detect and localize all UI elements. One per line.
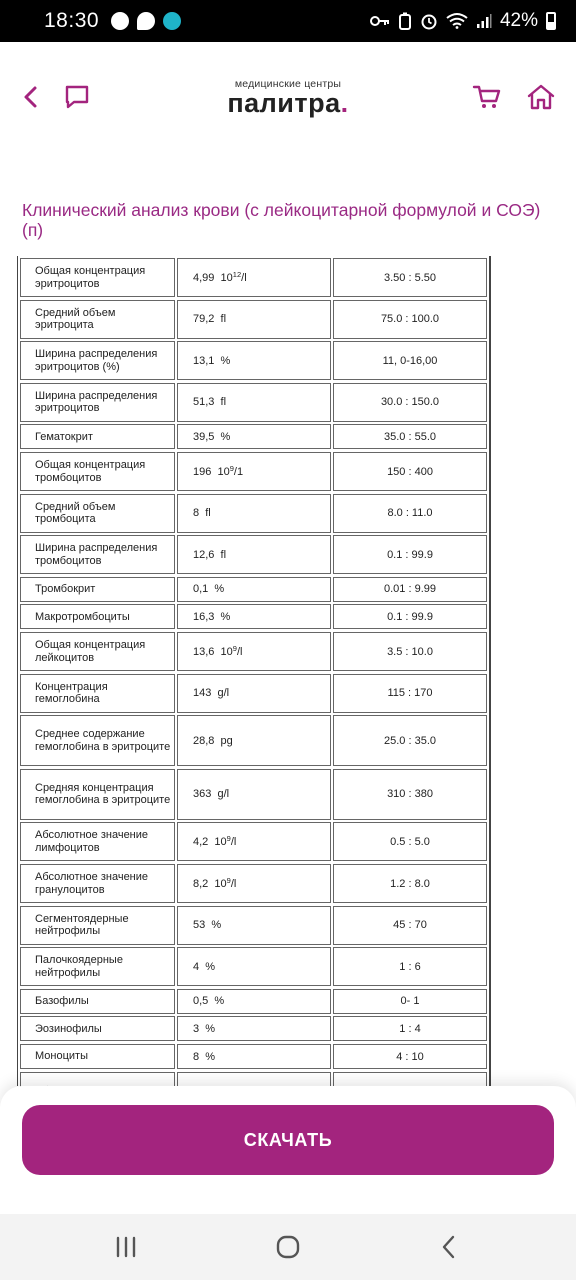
test-value-cell xyxy=(177,577,331,602)
logo-subtitle: медицинские центры xyxy=(234,78,342,90)
page-title: Клинический анализ крови (с лейкоцитарной формулой и СОЭ) (п) xyxy=(22,200,541,240)
reference-range-cell: 0.01 : 9.99 xyxy=(333,577,487,602)
test-value-cell xyxy=(177,715,331,766)
reference-range-cell: 115 : 170 xyxy=(333,674,487,713)
test-name-cell: Средний объем тромбоцита xyxy=(20,494,175,533)
test-value-cell xyxy=(177,989,331,1014)
chevron-left-icon xyxy=(21,85,41,109)
table-row xyxy=(18,947,492,986)
table-row xyxy=(18,383,492,422)
test-value: 8 xyxy=(193,1050,200,1063)
reference-range-cell: 1.2 : 8.0 xyxy=(333,864,487,903)
home-icon xyxy=(526,83,556,111)
status-time: 18:30 xyxy=(44,9,100,32)
chat-icon xyxy=(137,12,155,30)
table-row xyxy=(18,535,492,574)
reference-range-cell: 8.0 : 11.0 xyxy=(333,494,487,533)
bottom-sheet xyxy=(0,1086,576,1214)
wifi-icon xyxy=(446,13,468,29)
test-value-cell xyxy=(177,1044,331,1069)
table-row xyxy=(18,1044,492,1069)
test-name-cell: Макротромбоциты xyxy=(20,604,175,629)
table-row xyxy=(18,577,492,602)
test-name-cell: Средний объем эритроцита xyxy=(20,300,175,339)
reference-range-cell: 0.5 : 5.0 xyxy=(333,822,487,861)
system-nav-bar xyxy=(0,1214,576,1280)
test-value-cell xyxy=(177,604,331,629)
table-row xyxy=(18,1016,492,1041)
reference-range-cell: 310 : 380 xyxy=(333,769,487,820)
test-value-cell xyxy=(177,424,331,449)
test-value-cell xyxy=(177,906,331,945)
test-name-cell: Среднее содержание гемоглобина в эритроците xyxy=(20,715,175,766)
table-row xyxy=(18,822,492,861)
test-value: 28,8 xyxy=(193,734,215,747)
test-name-cell: Абсолютное значение гранулоцитов xyxy=(20,864,175,903)
alarm-icon xyxy=(420,12,438,30)
test-unit: % xyxy=(214,995,225,1008)
test-value-cell xyxy=(177,383,331,422)
test-unit: 10 xyxy=(214,877,227,890)
test-name-cell: Ширина распределения тромбоцитов xyxy=(20,535,175,574)
test-unit: fl xyxy=(220,396,227,409)
reference-range-cell: 11, 0-16,00 xyxy=(333,341,487,380)
test-value: 12,6 xyxy=(193,548,215,561)
test-value: 3 xyxy=(193,1022,200,1035)
reference-range-cell: 1 : 6 xyxy=(333,947,487,986)
test-unit: % xyxy=(205,1022,216,1035)
system-icons xyxy=(370,10,556,32)
table-row xyxy=(18,452,492,491)
system-back-button[interactable] xyxy=(434,1232,464,1262)
table-row xyxy=(18,864,492,903)
test-value: 53 xyxy=(193,919,206,932)
test-unit: fl xyxy=(220,548,227,561)
notification-icons xyxy=(111,12,181,30)
battery-level: 42% xyxy=(499,10,538,31)
test-unit: g/l xyxy=(217,788,230,801)
test-unit: fl xyxy=(220,313,227,326)
recent-apps-icon xyxy=(114,1236,138,1258)
chat-bubble-icon xyxy=(63,83,91,111)
test-unit: 10 xyxy=(220,271,233,284)
brand-logo xyxy=(200,78,376,116)
test-unit: % xyxy=(220,354,231,367)
reference-range-cell: 1 : 4 xyxy=(333,1016,487,1041)
test-unit-exponent: 9 xyxy=(226,834,231,844)
status-bar xyxy=(0,0,576,42)
home-circle-icon xyxy=(275,1234,301,1260)
test-unit-suffix: /l xyxy=(241,271,247,284)
test-name-cell: Ширина распределения эритроцитов xyxy=(20,383,175,422)
reference-range-cell: 3.50 : 5.50 xyxy=(333,258,487,297)
test-unit: % xyxy=(214,583,225,596)
reference-range-cell: 30.0 : 150.0 xyxy=(333,383,487,422)
test-value-cell xyxy=(177,632,331,671)
logo-title: палитра. xyxy=(227,88,349,118)
test-value: 363 xyxy=(193,788,212,801)
test-name-cell: Ширина распределения эритроцитов (%) xyxy=(20,341,175,380)
table-row xyxy=(18,906,492,945)
test-value-cell xyxy=(177,769,331,820)
test-unit-exponent: 12 xyxy=(232,270,242,279)
test-unit: g/l xyxy=(217,687,230,700)
table-row xyxy=(18,494,492,533)
test-name-cell: Общая концентрация эритроцитов xyxy=(20,258,175,297)
test-value-cell xyxy=(177,947,331,986)
test-unit: 10 xyxy=(214,835,227,848)
logo-accent-dot: . xyxy=(340,88,349,118)
recent-apps-button[interactable] xyxy=(111,1232,141,1262)
reference-range-cell: 4 : 10 xyxy=(333,1044,487,1069)
test-name-cell: Тромбокрит xyxy=(20,577,175,602)
reference-range-cell: 0.1 : 99.9 xyxy=(333,535,487,574)
test-value-cell xyxy=(177,494,331,533)
test-value: 143 xyxy=(193,687,212,700)
reference-range-cell: 75.0 : 100.0 xyxy=(333,300,487,339)
test-value-cell xyxy=(177,864,331,903)
test-unit-exponent: 9 xyxy=(226,876,231,885)
test-value: 39,5 xyxy=(193,430,215,443)
signal-icon xyxy=(476,13,492,29)
test-value-cell xyxy=(177,258,331,297)
battery-icon xyxy=(546,12,556,30)
chat-button[interactable] xyxy=(60,80,94,114)
test-unit: 10 xyxy=(220,645,233,658)
test-value: 0,1 xyxy=(193,583,209,596)
test-name-cell: Абсолютное значение лимфоцитов xyxy=(20,822,175,861)
reference-range-cell: 25.0 : 35.0 xyxy=(333,715,487,766)
test-name-cell: Базофилы xyxy=(20,989,175,1014)
test-value: 8,2 xyxy=(193,877,209,890)
test-name-cell: Концентрация гемоглобина xyxy=(20,674,175,713)
test-value: 4 xyxy=(193,960,200,973)
reference-range-cell: 3.5 : 10.0 xyxy=(333,632,487,671)
home-button[interactable] xyxy=(524,80,558,114)
system-home-button[interactable] xyxy=(273,1232,303,1262)
reference-range-cell: 45 : 70 xyxy=(333,906,487,945)
test-value: 13,6 xyxy=(193,645,215,658)
test-unit: 10 xyxy=(217,465,230,478)
results-table[interactable] xyxy=(17,256,491,1086)
test-name-cell: Средняя концентрация гемоглобина в эритроците xyxy=(20,769,175,820)
table-row xyxy=(18,715,492,766)
test-value-cell xyxy=(177,341,331,380)
test-unit: fl xyxy=(205,507,211,520)
cart-button[interactable] xyxy=(470,80,504,114)
test-value-cell xyxy=(177,535,331,574)
table-row xyxy=(18,989,492,1014)
download-button[interactable]: СКАЧАТЬ xyxy=(22,1105,554,1175)
test-unit: % xyxy=(220,430,231,443)
table-row xyxy=(18,632,492,671)
key-icon xyxy=(370,13,390,29)
table-row xyxy=(18,769,492,820)
test-value-cell xyxy=(177,674,331,713)
test-unit-suffix: /l xyxy=(230,877,237,890)
test-value: 79,2 xyxy=(193,313,215,326)
table-row xyxy=(18,424,492,449)
test-value: 8 xyxy=(193,507,200,520)
test-value-cell xyxy=(177,452,331,491)
test-value-cell xyxy=(177,822,331,861)
table-row xyxy=(18,674,492,713)
test-unit: % xyxy=(205,1050,216,1063)
test-unit-suffix: /l xyxy=(230,835,237,848)
test-value: 16,3 xyxy=(193,610,215,623)
reference-range-cell: 35.0 : 55.0 xyxy=(333,424,487,449)
reference-range-cell: 150 : 400 xyxy=(333,452,487,491)
test-name-cell: Сегментоядерные нейтрофилы xyxy=(20,906,175,945)
test-value: 51,3 xyxy=(193,396,215,409)
table-row xyxy=(18,604,492,629)
test-value-cell xyxy=(177,1016,331,1041)
cart-icon xyxy=(472,83,502,111)
test-value: 196 xyxy=(193,465,212,478)
test-name-cell: Общая концентрация тромбоцитов xyxy=(20,452,175,491)
test-name-cell: Общая концентрация лейкоцитов xyxy=(20,632,175,671)
test-name-cell: Палочкоядерные нейтрофилы xyxy=(20,947,175,986)
test-value: 4,99 xyxy=(193,271,215,284)
key-icon xyxy=(163,12,181,30)
test-name-cell: Гематокрит xyxy=(20,424,175,449)
test-unit: % xyxy=(211,919,222,932)
test-unit-suffix: /l xyxy=(236,645,243,658)
test-unit: pg xyxy=(220,734,233,747)
reference-range-cell: 0.1 : 99.9 xyxy=(333,604,487,629)
test-unit-exponent: 9 xyxy=(232,644,237,653)
table-row xyxy=(18,341,492,380)
back-button[interactable] xyxy=(14,80,48,114)
table-row xyxy=(18,300,492,339)
test-name-cell: Моноциты xyxy=(20,1044,175,1069)
test-value: 13,1 xyxy=(193,354,215,367)
back-chevron-icon xyxy=(439,1235,459,1259)
test-unit-exponent: 9 xyxy=(229,464,234,473)
app-header xyxy=(0,42,576,152)
table-row xyxy=(18,258,492,297)
battery-saver-icon xyxy=(398,12,412,30)
reference-range-cell: 0- 1 xyxy=(333,989,487,1014)
whatsapp-icon xyxy=(111,12,129,30)
test-unit: % xyxy=(205,960,216,973)
test-value-cell xyxy=(177,300,331,339)
test-name-cell: Эозинофилы xyxy=(20,1016,175,1041)
test-value: 4,2 xyxy=(193,835,209,848)
test-value: 0,5 xyxy=(193,995,209,1008)
test-unit-suffix: /1 xyxy=(233,465,244,478)
test-unit: % xyxy=(220,610,231,623)
